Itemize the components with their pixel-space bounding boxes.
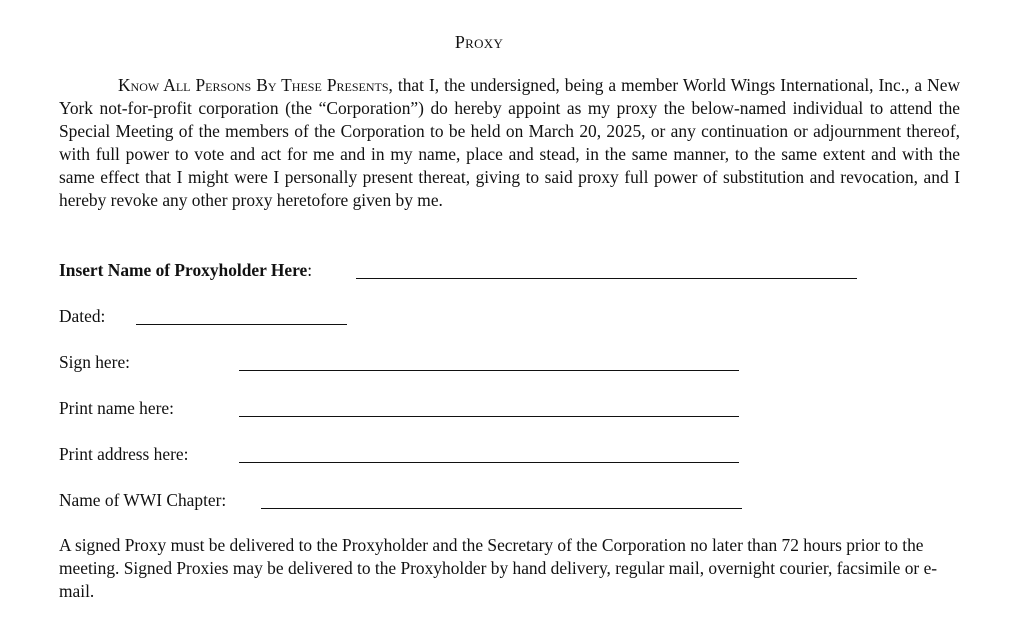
proxy-body-paragraph: [59, 74, 960, 212]
dated-line[interactable]: [136, 324, 347, 325]
chapter-line[interactable]: [261, 508, 742, 509]
print-address-label: Print address here:: [59, 444, 189, 464]
print-name-line[interactable]: [239, 416, 739, 417]
signature-line[interactable]: [239, 370, 739, 371]
body-lead-phrase: Know All Persons By These Presents: [118, 75, 389, 95]
sign-label: Sign here:: [59, 352, 130, 372]
body-text: , that I, the undersigned, being a member World Wings International, Inc., a New York not-for-profit corporation (the “Corporation”) do hereby appoint as my proxy the below-named individual to attend the Special Meeting of the members of the Corporation to be held on March 20, 2025, or any continuation or adjournment thereof, with full power to vote and act for me and in my name, place and stead, in the same manner, to the same extent and with the same effect that I might were I personally present thereat, giving to said proxy full power of substitution and revocation, and I hereby revoke any other proxy heretofore given by me.: [59, 75, 961, 210]
proxyholder-label-text: Insert Name of Proxyholder Here: [59, 260, 308, 280]
chapter-label: Name of WWI Chapter:: [59, 490, 227, 510]
proxyholder-label: [59, 259, 312, 281]
delivery-instructions: A signed Proxy must be delivered to the Proxyholder and the Secretary of the Corporation no later than 72 hours prior to the meeting. Signed Proxies may be delivered to the Proxyholder by hand delivery, regular mail, overnight courier, facsimile or e-mail.: [59, 535, 938, 601]
print-name-label: Print name here:: [59, 398, 174, 418]
dated-label: Dated:: [59, 306, 106, 326]
proxyholder-name-line[interactable]: [356, 278, 857, 279]
print-address-line[interactable]: [239, 462, 739, 463]
proxyholder-label-colon: :: [307, 260, 313, 280]
document-title: Proxy: [454, 32, 504, 52]
